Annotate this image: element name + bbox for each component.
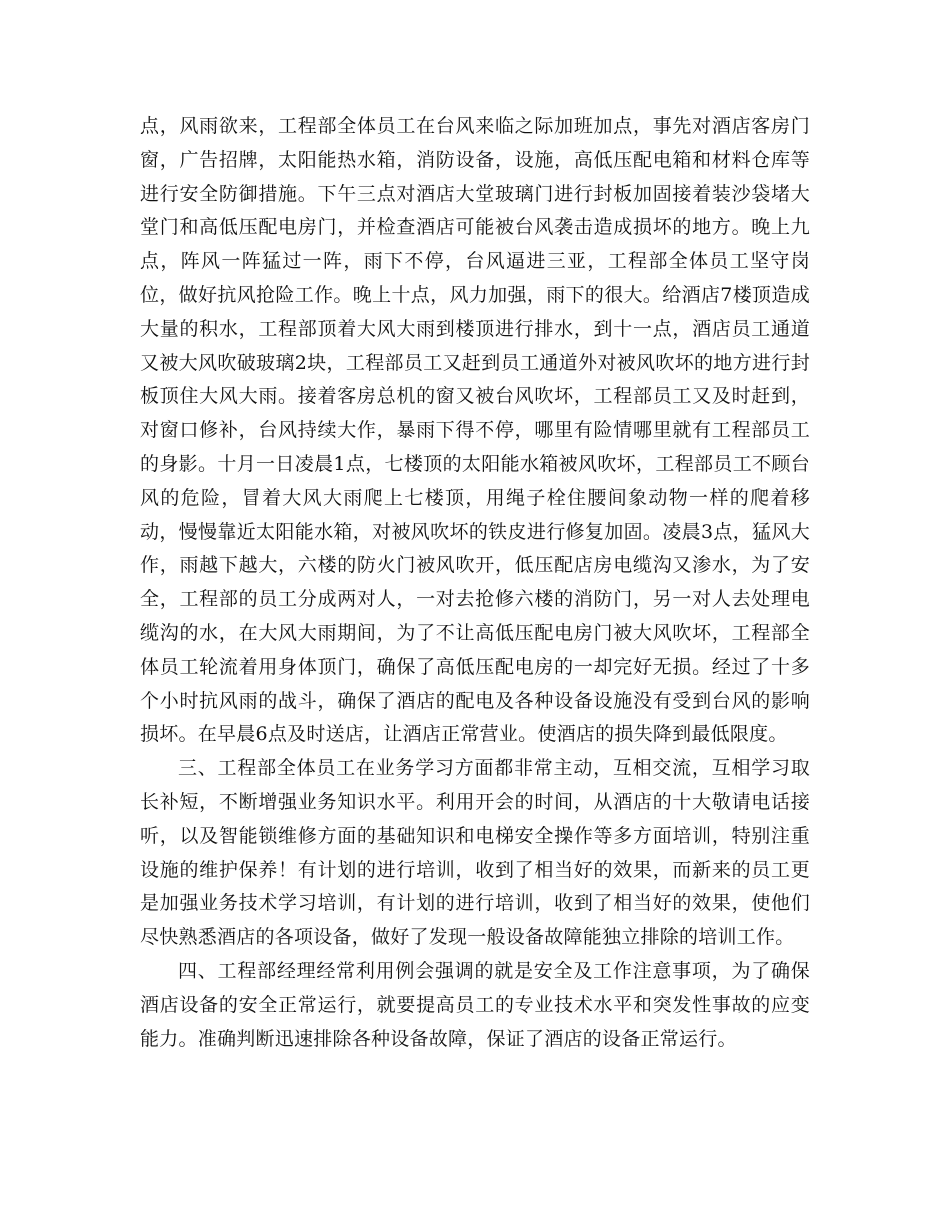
paragraph-section-4-safety: 四、工程部经理经常利用例会强调的就是安全及工作注意事项，为了确保酒店设备的安全正常运行，就要提高员工的专业技术水平和突发性事故的应变能力。准确判断迅速排除各种设备故障，保证了酒店的设备正常运行。 [140,959,810,1050]
paragraph-typhoon-response: 点，风雨欲来，工程部全体员工在台风来临之际加班加点，事先对酒店客房门窗，广告招牌，太阳能热水箱，消防设备，设施，高低压配电箱和材料仓库等进行安全防御措施。下午三点对酒店大堂玻璃门进行封板加固接着装沙袋堵大堂门和高低压配电房门，并检查酒店可能被台风袭击造成损坏的地方。晚上九点，阵风一阵猛过一阵，雨下不停，台风逼进三亚，工程部全体员工坚守岗位，做好抗风抢险工作。晚上十点，风力加强，雨下的很大。给酒店7楼顶造成大量的积水，工程部顶着大风大雨到楼顶进行排水，到十一点，酒店员工通道又被大风吹破玻璃2块，工程部员工又赶到员工通道外对被风吹坏的地方进行封板顶住大风大雨。接着客房总机的窗又被台风吹坏，工程部员工又及时赶到，对窗口修补，台风持续大作，暴雨下得不停，哪里有险情哪里就有工程部员工的身影。十月一日凌晨1点，七楼顶的太阳能水箱被风吹坏，工程部员工不顾台风的危险，冒着大风大雨爬上七楼顶，用绳子栓住腰间象动物一样的爬着移动，慢慢靠近太阳能水箱，对被风吹坏的铁皮进行修复加固。凌晨3点，猛风大作，雨越下越大，六楼的防火门被风吹开，低压配店房电缆沟又渗水，为了安全，工程部的员工分成两对人，一对去抢修六楼的消防门，另一对人去处理电缆沟的水，在大风大雨期间，为了不让高低压配电房门被大风吹坏，工程部全体员工轮流着用身体顶门，确保了高低压配电房的一却完好无损。经过了十多个小时抗风雨的战斗，确保了酒店的配电及各种设备设施没有受到台风的影响损坏。在早晨6点及时送店，让酒店正常营业。使酒店的损失降到最低限度。 [140,115,810,746]
paragraph-section-3-training: 三、工程部全体员工在业务学习方面都非常主动，互相交流，互相学习取长补短，不断增强业务知识水平。利用开会的时间，从酒店的十大敬请电话接听，以及智能锁维修方面的基础知识和电梯安全操作等多方面培训，特别注重设施的维护保养！有计划的进行培训，收到了相当好的效果，而新来的员工更是加强业务技术学习培训，有计划的进行培训，收到了相当好的效果，使他们尽快熟悉酒店的各项设备，做好了发现一般设备故障能独立排除的培训工作。 [140,757,810,949]
document-page [140,110,810,1056]
